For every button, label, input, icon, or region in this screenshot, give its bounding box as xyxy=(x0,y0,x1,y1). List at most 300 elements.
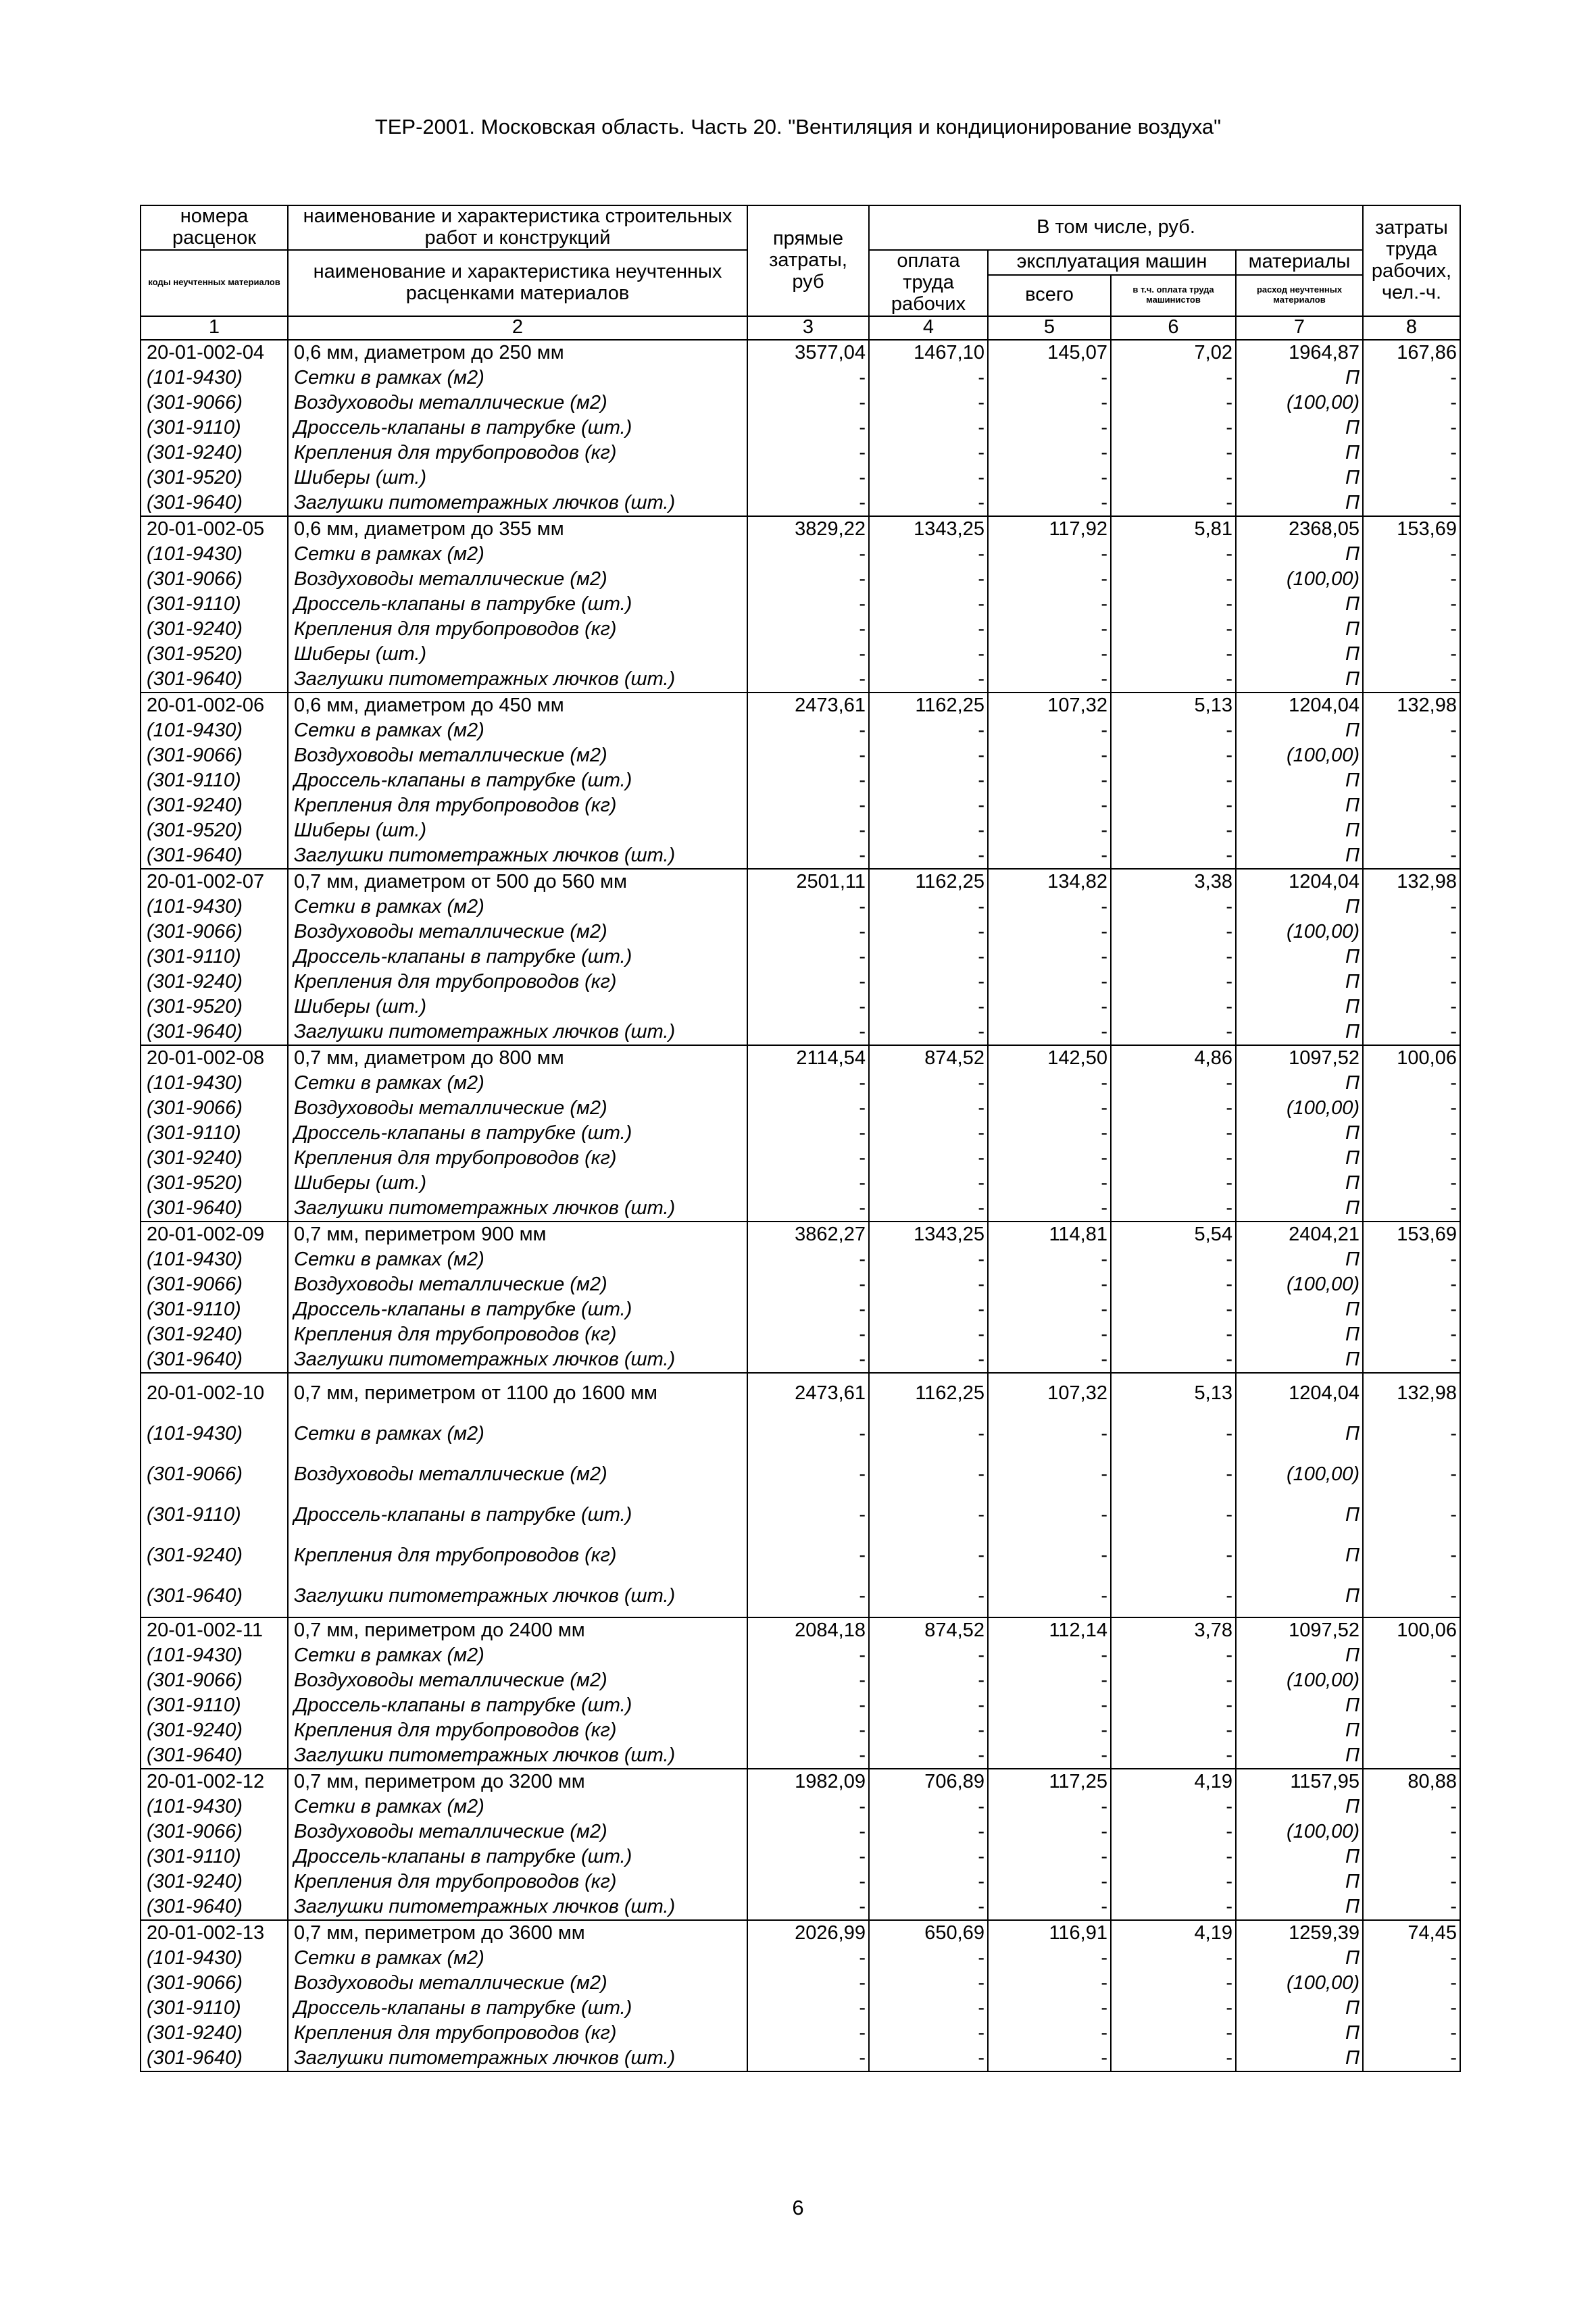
rate-code-cell: (301-9520) xyxy=(141,642,288,667)
rate-code-cell: (101-9430) xyxy=(141,542,288,567)
labor-hours-cell: 132,98 xyxy=(1363,1373,1460,1414)
labor-hours-cell: - xyxy=(1363,768,1460,793)
rate-code-cell: (301-9110) xyxy=(141,592,288,617)
labor-hours-cell: - xyxy=(1363,1996,1460,2021)
machinist-wages-cell: - xyxy=(1111,1844,1236,1869)
labor-hours-cell: - xyxy=(1363,1718,1460,1743)
machine-total-cell: - xyxy=(988,1743,1111,1769)
materials-cost-cell: (100,00) xyxy=(1236,1668,1363,1693)
direct-costs-cell: - xyxy=(747,1121,869,1146)
rate-row xyxy=(141,516,1460,542)
worker-wages-cell: - xyxy=(869,1971,988,1996)
work-name-cell: Дроссель-клапаны в патрубке (шт.) xyxy=(288,592,747,617)
direct-costs-cell: 2026,99 xyxy=(747,1920,869,1946)
work-name-cell: Заглушки питометражных лючков (шт.) xyxy=(288,667,747,693)
material-row xyxy=(141,1121,1460,1146)
labor-hours-cell: - xyxy=(1363,1171,1460,1196)
worker-wages-cell: - xyxy=(869,768,988,793)
material-row xyxy=(141,1196,1460,1222)
machine-total-cell: - xyxy=(988,1576,1111,1617)
worker-wages-cell: - xyxy=(869,1495,988,1536)
work-name-cell: Заглушки питометражных лючков (шт.) xyxy=(288,843,747,869)
material-row xyxy=(141,1146,1460,1171)
labor-hours-cell: - xyxy=(1363,945,1460,970)
rate-code-cell: (101-9430) xyxy=(141,718,288,743)
material-row xyxy=(141,1171,1460,1196)
machinist-wages-cell: - xyxy=(1111,818,1236,843)
work-name-cell: Крепления для трубопроводов (кг) xyxy=(288,1146,747,1171)
direct-costs-cell: - xyxy=(747,667,869,693)
table-body xyxy=(141,340,1460,2071)
rate-code-cell: (301-9240) xyxy=(141,1536,288,1576)
direct-costs-cell: - xyxy=(747,895,869,920)
labor-hours-cell: - xyxy=(1363,1844,1460,1869)
worker-wages-cell: - xyxy=(869,1071,988,1096)
work-name-cell: Крепления для трубопроводов (кг) xyxy=(288,1869,747,1894)
direct-costs-cell: - xyxy=(747,1576,869,1617)
machinist-wages-cell: - xyxy=(1111,1794,1236,1819)
direct-costs-cell: - xyxy=(747,1146,869,1171)
labor-hours-cell: - xyxy=(1363,1794,1460,1819)
direct-costs-cell: - xyxy=(747,1794,869,1819)
machine-total-cell: 117,92 xyxy=(988,516,1111,542)
machine-total-cell: - xyxy=(988,945,1111,970)
machinist-wages-cell: - xyxy=(1111,567,1236,592)
work-name-cell: Воздуховоды металлические (м2) xyxy=(288,743,747,768)
materials-cost-cell: П xyxy=(1236,718,1363,743)
direct-costs-cell: - xyxy=(747,1171,869,1196)
worker-wages-cell: - xyxy=(869,718,988,743)
machinist-wages-cell: - xyxy=(1111,1455,1236,1495)
column-number: 6 xyxy=(1111,316,1236,340)
rate-code-cell: (301-9240) xyxy=(141,2021,288,2046)
machinist-wages-cell: 5,81 xyxy=(1111,516,1236,542)
rate-code-cell: (301-9520) xyxy=(141,995,288,1020)
machine-total-cell: - xyxy=(988,1536,1111,1576)
machine-total-cell: - xyxy=(988,1096,1111,1121)
material-row xyxy=(141,1718,1460,1743)
document-header-title: ТЕР-2001. Московская область. Часть 20. "Вентиляция и кондиционирование воздуха" xyxy=(374,115,1222,139)
machine-total-cell: 114,81 xyxy=(988,1222,1111,1247)
labor-hours-cell: - xyxy=(1363,1297,1460,1322)
work-name-cell: Заглушки питометражных лючков (шт.) xyxy=(288,1196,747,1222)
direct-costs-cell: 2473,61 xyxy=(747,693,869,718)
material-row xyxy=(141,1347,1460,1373)
work-name-cell: 0,7 мм, периметром до 3600 мм xyxy=(288,1920,747,1946)
work-name-cell: Крепления для трубопроводов (кг) xyxy=(288,441,747,466)
labor-hours-cell: - xyxy=(1363,1576,1460,1617)
worker-wages-cell: - xyxy=(869,1414,988,1455)
work-name-cell: Дроссель-клапаны в патрубке (шт.) xyxy=(288,1693,747,1718)
column-number: 4 xyxy=(869,316,988,340)
worker-wages-cell: - xyxy=(869,1996,988,2021)
rate-code-cell: (301-9110) xyxy=(141,1121,288,1146)
material-row xyxy=(141,1495,1460,1536)
worker-wages-cell: - xyxy=(869,491,988,516)
direct-costs-cell: - xyxy=(747,1455,869,1495)
machinist-wages-cell: - xyxy=(1111,391,1236,416)
machine-total-cell: - xyxy=(988,1247,1111,1272)
direct-costs-cell: 3862,27 xyxy=(747,1222,869,1247)
work-name-cell: Воздуховоды металлические (м2) xyxy=(288,1971,747,1996)
labor-hours-cell: - xyxy=(1363,793,1460,818)
work-name-cell: Дроссель-клапаны в патрубке (шт.) xyxy=(288,945,747,970)
materials-cost-cell: П xyxy=(1236,843,1363,869)
materials-cost-cell: П xyxy=(1236,1146,1363,1171)
machinist-wages-cell: - xyxy=(1111,366,1236,391)
machinist-wages-cell: - xyxy=(1111,617,1236,642)
machinist-wages-cell: - xyxy=(1111,1096,1236,1121)
work-name-cell: Крепления для трубопроводов (кг) xyxy=(288,1718,747,1743)
labor-hours-cell: - xyxy=(1363,895,1460,920)
materials-cost-cell: П xyxy=(1236,1794,1363,1819)
labor-hours-cell: 167,86 xyxy=(1363,340,1460,366)
materials-cost-cell: 1204,04 xyxy=(1236,869,1363,895)
direct-costs-cell: - xyxy=(747,995,869,1020)
worker-wages-cell: - xyxy=(869,1794,988,1819)
machine-total-cell: - xyxy=(988,718,1111,743)
labor-hours-cell: - xyxy=(1363,642,1460,667)
material-row xyxy=(141,466,1460,491)
material-row xyxy=(141,1946,1460,1971)
materials-cost-cell: П xyxy=(1236,995,1363,1020)
worker-wages-cell: - xyxy=(869,1196,988,1222)
worker-wages-cell: 1162,25 xyxy=(869,1373,988,1414)
direct-costs-cell: - xyxy=(747,1297,869,1322)
machinist-wages-cell: - xyxy=(1111,1146,1236,1171)
direct-costs-cell: - xyxy=(747,1322,869,1347)
material-row xyxy=(141,1794,1460,1819)
column-number: 8 xyxy=(1363,316,1460,340)
labor-hours-cell: 100,06 xyxy=(1363,1617,1460,1643)
material-row xyxy=(141,793,1460,818)
machine-total-cell: - xyxy=(988,567,1111,592)
rate-code-cell: (301-9240) xyxy=(141,441,288,466)
material-row xyxy=(141,768,1460,793)
rate-code-cell: (301-9110) xyxy=(141,1495,288,1536)
direct-costs-cell: - xyxy=(747,1020,869,1045)
rate-code-cell: (101-9430) xyxy=(141,895,288,920)
work-name-cell: Сетки в рамках (м2) xyxy=(288,718,747,743)
material-row xyxy=(141,895,1460,920)
labor-hours-cell: - xyxy=(1363,1946,1460,1971)
worker-wages-cell: - xyxy=(869,945,988,970)
machinist-wages-cell: - xyxy=(1111,1071,1236,1096)
work-name-cell: Дроссель-клапаны в патрубке (шт.) xyxy=(288,1495,747,1536)
direct-costs-cell: - xyxy=(747,1071,869,1096)
worker-wages-cell: - xyxy=(869,843,988,869)
labor-hours-cell: - xyxy=(1363,441,1460,466)
rate-row xyxy=(141,693,1460,718)
machinist-wages-cell: - xyxy=(1111,1819,1236,1844)
work-name-cell: Крепления для трубопроводов (кг) xyxy=(288,2021,747,2046)
material-row xyxy=(141,1643,1460,1668)
work-name-cell: 0,6 мм, диаметром до 450 мм xyxy=(288,693,747,718)
direct-costs-cell: - xyxy=(747,441,869,466)
material-row xyxy=(141,718,1460,743)
labor-hours-cell: - xyxy=(1363,466,1460,491)
rate-code-cell: (301-9520) xyxy=(141,1171,288,1196)
direct-costs-cell: - xyxy=(747,1272,869,1297)
direct-costs-cell: - xyxy=(747,1414,869,1455)
work-name-cell: Заглушки питометражных лючков (шт.) xyxy=(288,2046,747,2071)
materials-cost-cell: П xyxy=(1236,1576,1363,1617)
header-machine-total: всего xyxy=(988,275,1111,316)
labor-hours-cell: - xyxy=(1363,970,1460,995)
work-name-cell: Дроссель-клапаны в патрубке (шт.) xyxy=(288,1297,747,1322)
machinist-wages-cell: - xyxy=(1111,466,1236,491)
materials-cost-cell: (100,00) xyxy=(1236,567,1363,592)
machine-total-cell: - xyxy=(988,1643,1111,1668)
labor-hours-cell: - xyxy=(1363,995,1460,1020)
worker-wages-cell: 1467,10 xyxy=(869,340,988,366)
machinist-wages-cell: - xyxy=(1111,1643,1236,1668)
work-name-cell: Сетки в рамках (м2) xyxy=(288,895,747,920)
direct-costs-cell: - xyxy=(747,945,869,970)
material-row xyxy=(141,1743,1460,1769)
work-name-cell: 0,7 мм, диаметром от 500 до 560 мм xyxy=(288,869,747,895)
labor-hours-cell: - xyxy=(1363,1668,1460,1693)
labor-hours-cell: 100,06 xyxy=(1363,1045,1460,1071)
header-material-name: наименование и характеристика неучтенных расценками материалов xyxy=(288,250,747,316)
work-name-cell: Сетки в рамках (м2) xyxy=(288,1247,747,1272)
direct-costs-cell: - xyxy=(747,491,869,516)
machinist-wages-cell: - xyxy=(1111,592,1236,617)
machine-total-cell: - xyxy=(988,542,1111,567)
materials-cost-cell: П xyxy=(1236,542,1363,567)
worker-wages-cell: - xyxy=(869,1247,988,1272)
direct-costs-cell: - xyxy=(747,1347,869,1373)
direct-costs-cell: - xyxy=(747,1971,869,1996)
materials-cost-cell: П xyxy=(1236,1247,1363,1272)
material-row xyxy=(141,617,1460,642)
labor-hours-cell: - xyxy=(1363,592,1460,617)
labor-hours-cell: - xyxy=(1363,1414,1460,1455)
direct-costs-cell: 3829,22 xyxy=(747,516,869,542)
machine-total-cell: - xyxy=(988,1171,1111,1196)
machinist-wages-cell: - xyxy=(1111,1894,1236,1920)
materials-cost-cell: П xyxy=(1236,1869,1363,1894)
machine-total-cell: - xyxy=(988,366,1111,391)
material-row xyxy=(141,1869,1460,1894)
materials-cost-cell: П xyxy=(1236,793,1363,818)
labor-hours-cell: - xyxy=(1363,1347,1460,1373)
material-row xyxy=(141,1971,1460,1996)
work-name-cell: Воздуховоды металлические (м2) xyxy=(288,1272,747,1297)
machinist-wages-cell: - xyxy=(1111,768,1236,793)
rate-code-cell: (301-9240) xyxy=(141,1718,288,1743)
rate-code-cell: (301-9110) xyxy=(141,768,288,793)
material-row xyxy=(141,1272,1460,1297)
work-name-cell: Шиберы (шт.) xyxy=(288,818,747,843)
rate-code-cell: (301-9640) xyxy=(141,1576,288,1617)
material-row xyxy=(141,843,1460,869)
materials-cost-cell: П xyxy=(1236,945,1363,970)
machine-total-cell: 107,32 xyxy=(988,693,1111,718)
machinist-wages-cell: 3,38 xyxy=(1111,869,1236,895)
machinist-wages-cell: - xyxy=(1111,970,1236,995)
materials-cost-cell: П xyxy=(1236,642,1363,667)
labor-hours-cell: - xyxy=(1363,1121,1460,1146)
header-rate-numbers: номера расценок xyxy=(141,205,288,250)
worker-wages-cell: - xyxy=(869,743,988,768)
work-name-cell: Шиберы (шт.) xyxy=(288,1171,747,1196)
rate-code-cell: 20-01-002-13 xyxy=(141,1920,288,1946)
machinist-wages-cell: - xyxy=(1111,1322,1236,1347)
materials-cost-cell: П xyxy=(1236,970,1363,995)
material-row xyxy=(141,1844,1460,1869)
work-name-cell: Дроссель-клапаны в патрубке (шт.) xyxy=(288,768,747,793)
machine-total-cell: - xyxy=(988,818,1111,843)
rate-code-cell: (301-9640) xyxy=(141,1347,288,1373)
machinist-wages-cell: - xyxy=(1111,1247,1236,1272)
machinist-wages-cell: - xyxy=(1111,743,1236,768)
materials-cost-cell: (100,00) xyxy=(1236,1272,1363,1297)
machine-total-cell: - xyxy=(988,391,1111,416)
work-name-cell: Крепления для трубопроводов (кг) xyxy=(288,793,747,818)
machine-total-cell: - xyxy=(988,793,1111,818)
worker-wages-cell: - xyxy=(869,366,988,391)
work-name-cell: Крепления для трубопроводов (кг) xyxy=(288,1322,747,1347)
materials-cost-cell: 1097,52 xyxy=(1236,1617,1363,1643)
materials-cost-cell: П xyxy=(1236,441,1363,466)
header-labor-hours: затраты труда рабочих, чел.-ч. xyxy=(1363,205,1460,316)
materials-cost-cell: П xyxy=(1236,466,1363,491)
machine-total-cell: - xyxy=(988,592,1111,617)
worker-wages-cell: - xyxy=(869,995,988,1020)
materials-cost-cell: 2404,21 xyxy=(1236,1222,1363,1247)
rate-code-cell: (301-9240) xyxy=(141,793,288,818)
rate-row xyxy=(141,1769,1460,1794)
header-unaccounted-materials: расход неучтенных материалов xyxy=(1236,275,1363,316)
machine-total-cell: - xyxy=(988,1869,1111,1894)
machinist-wages-cell: - xyxy=(1111,1347,1236,1373)
materials-cost-cell: П xyxy=(1236,667,1363,693)
materials-cost-cell: П xyxy=(1236,1946,1363,1971)
header-work-name: наименование и характеристика строительных работ и конструкций xyxy=(288,205,747,250)
worker-wages-cell: - xyxy=(869,1894,988,1920)
rates-table xyxy=(140,205,1461,2072)
material-row xyxy=(141,592,1460,617)
machine-total-cell: - xyxy=(988,1020,1111,1045)
direct-costs-cell: - xyxy=(747,592,869,617)
labor-hours-cell: 80,88 xyxy=(1363,1769,1460,1794)
direct-costs-cell: - xyxy=(747,843,869,869)
materials-cost-cell: П xyxy=(1236,1071,1363,1096)
labor-hours-cell: - xyxy=(1363,416,1460,441)
worker-wages-cell: - xyxy=(869,970,988,995)
machinist-wages-cell: 4,19 xyxy=(1111,1769,1236,1794)
work-name-cell: Воздуховоды металлические (м2) xyxy=(288,1455,747,1495)
worker-wages-cell: - xyxy=(869,895,988,920)
rate-code-cell: 20-01-002-11 xyxy=(141,1617,288,1643)
material-row xyxy=(141,366,1460,391)
rate-code-cell: (301-9110) xyxy=(141,945,288,970)
machinist-wages-cell: - xyxy=(1111,1196,1236,1222)
work-name-cell: Крепления для трубопроводов (кг) xyxy=(288,1536,747,1576)
worker-wages-cell: - xyxy=(869,1347,988,1373)
machine-total-cell: - xyxy=(988,970,1111,995)
labor-hours-cell: - xyxy=(1363,818,1460,843)
machine-total-cell: - xyxy=(988,768,1111,793)
work-name-cell: Воздуховоды металлические (м2) xyxy=(288,920,747,945)
labor-hours-cell: - xyxy=(1363,1247,1460,1272)
worker-wages-cell: - xyxy=(869,1844,988,1869)
rate-code-cell: (301-9640) xyxy=(141,1196,288,1222)
work-name-cell: Шиберы (шт.) xyxy=(288,642,747,667)
header-materials: материалы xyxy=(1236,250,1363,275)
rate-code-cell: (301-9240) xyxy=(141,1869,288,1894)
machinist-wages-cell: - xyxy=(1111,2046,1236,2071)
rate-code-cell: (301-9640) xyxy=(141,1743,288,1769)
header-machinist-wages: в т.ч. оплата труда машинистов xyxy=(1111,275,1236,316)
direct-costs-cell: - xyxy=(747,1643,869,1668)
worker-wages-cell: - xyxy=(869,1819,988,1844)
material-row xyxy=(141,1996,1460,2021)
materials-cost-cell: П xyxy=(1236,1121,1363,1146)
machine-total-cell: - xyxy=(988,491,1111,516)
rate-code-cell: (101-9430) xyxy=(141,1794,288,1819)
machinist-wages-cell: - xyxy=(1111,1020,1236,1045)
worker-wages-cell: - xyxy=(869,441,988,466)
machine-total-cell: - xyxy=(988,1196,1111,1222)
direct-costs-cell: - xyxy=(747,567,869,592)
direct-costs-cell: 2501,11 xyxy=(747,869,869,895)
work-name-cell: Дроссель-клапаны в патрубке (шт.) xyxy=(288,1121,747,1146)
rate-row xyxy=(141,1617,1460,1643)
material-row xyxy=(141,2046,1460,2071)
materials-cost-cell: П xyxy=(1236,1297,1363,1322)
material-row xyxy=(141,1096,1460,1121)
materials-cost-cell: П xyxy=(1236,1643,1363,1668)
worker-wages-cell: - xyxy=(869,567,988,592)
labor-hours-cell: - xyxy=(1363,1971,1460,1996)
rate-code-cell: (301-9066) xyxy=(141,1819,288,1844)
machine-total-cell: - xyxy=(988,466,1111,491)
worker-wages-cell: - xyxy=(869,466,988,491)
machinist-wages-cell: - xyxy=(1111,1297,1236,1322)
labor-hours-cell: 153,69 xyxy=(1363,1222,1460,1247)
rate-row xyxy=(141,1920,1460,1946)
material-row xyxy=(141,1247,1460,1272)
direct-costs-cell: 2473,61 xyxy=(747,1373,869,1414)
rate-code-cell: (301-9640) xyxy=(141,2046,288,2071)
materials-cost-cell: 1964,87 xyxy=(1236,340,1363,366)
rate-code-cell: (301-9066) xyxy=(141,1455,288,1495)
direct-costs-cell: - xyxy=(747,1743,869,1769)
labor-hours-cell: - xyxy=(1363,1146,1460,1171)
worker-wages-cell: - xyxy=(869,1020,988,1045)
worker-wages-cell: - xyxy=(869,1576,988,1617)
work-name-cell: Сетки в рамках (м2) xyxy=(288,366,747,391)
materials-cost-cell: П xyxy=(1236,592,1363,617)
labor-hours-cell: - xyxy=(1363,1693,1460,1718)
materials-cost-cell: П xyxy=(1236,1347,1363,1373)
machine-total-cell: - xyxy=(988,843,1111,869)
worker-wages-cell: - xyxy=(869,1743,988,1769)
worker-wages-cell: - xyxy=(869,1272,988,1297)
materials-cost-cell: П xyxy=(1236,2046,1363,2071)
machinist-wages-cell: - xyxy=(1111,1171,1236,1196)
work-name-cell: 0,7 мм, периметром до 3200 мм xyxy=(288,1769,747,1794)
worker-wages-cell: - xyxy=(869,642,988,667)
machinist-wages-cell: - xyxy=(1111,2021,1236,2046)
machine-total-cell: - xyxy=(988,1297,1111,1322)
work-name-cell: 0,7 мм, периметром 900 мм xyxy=(288,1222,747,1247)
material-row xyxy=(141,667,1460,693)
materials-cost-cell: П xyxy=(1236,2021,1363,2046)
machinist-wages-cell: - xyxy=(1111,1693,1236,1718)
